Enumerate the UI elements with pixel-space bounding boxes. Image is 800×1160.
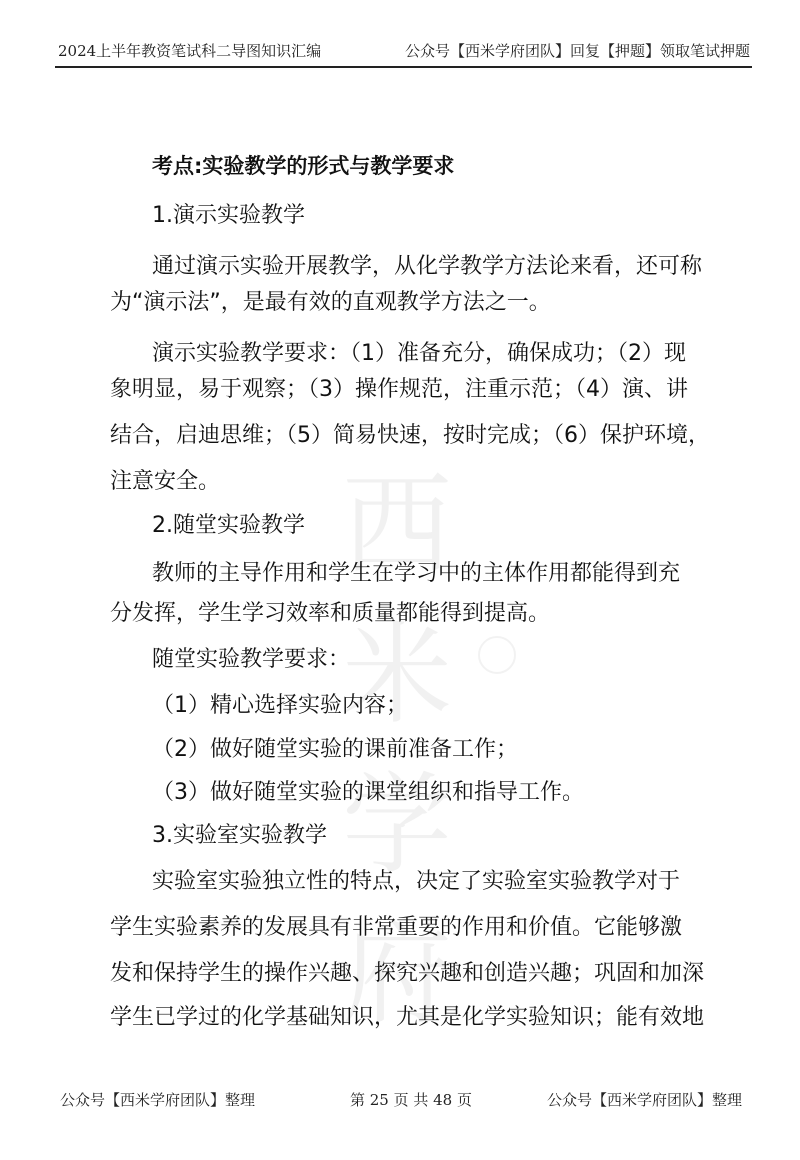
watermark-line-2: 学府 bbox=[342, 761, 458, 1039]
header-left-text: 2024上半年教资笔试科二导图知识汇编 bbox=[58, 42, 322, 60]
paragraph-line: 随堂实验教学要求： bbox=[152, 647, 351, 672]
list-item: （2）做好随堂实验的课前准备工作； bbox=[152, 737, 518, 762]
header-rule bbox=[55, 66, 752, 68]
header-right-text: 公众号【西米学府团队】回复【押题】领取笔试押题 bbox=[404, 42, 750, 60]
paragraph-line: 通过演示实验开展教学，从化学教学方法论来看，还可称 bbox=[152, 254, 703, 279]
paragraph-line: 注意安全。 bbox=[110, 469, 221, 494]
page-number: 第 25 页 共 48 页 bbox=[349, 1091, 472, 1109]
paragraph-line: 学生已学过的化学基础知识，尤其是化学实验知识；能有效地 bbox=[110, 1005, 705, 1030]
paragraph-line: 为“演示法”，是最有效的直观教学方法之一。 bbox=[110, 290, 551, 315]
watermark-line-1: 西米 bbox=[342, 461, 458, 739]
section-heading: 3.实验室实验教学 bbox=[152, 823, 327, 848]
page-title: 考点:实验教学的形式与教学要求 bbox=[152, 154, 455, 178]
paragraph-line: 结合，启迪思维；（5）简易快速，按时完成；（6）保护环境， bbox=[110, 423, 710, 448]
paragraph-line: 象明显，易于观察；（3）操作规范，注重示范；（4）演、讲 bbox=[110, 377, 688, 402]
footer-right-text: 公众号【西米学府团队】整理 bbox=[546, 1091, 742, 1109]
list-item: （1）精心选择实验内容； bbox=[152, 693, 408, 718]
watermark-seal-icon bbox=[478, 636, 516, 674]
footer-left-text: 公众号【西米学府团队】整理 bbox=[60, 1091, 256, 1109]
section-heading: 1.演示实验教学 bbox=[152, 203, 305, 228]
paragraph-line: 演示实验教学要求：（1）准备充分，确保成功；（2）现 bbox=[152, 341, 686, 366]
page-footer bbox=[60, 1089, 742, 1110]
paragraph-line: 实验室实验独立性的特点，决定了实验室实验教学对于 bbox=[152, 869, 681, 894]
paragraph-line: 学生实验素养的发展具有非常重要的作用和价值。它能够激 bbox=[110, 915, 683, 940]
paragraph-line: 发和保持学生的操作兴趣、探究兴趣和创造兴趣；巩固和加深 bbox=[110, 961, 705, 986]
list-item: （3）做好随堂实验的课堂组织和指导工作。 bbox=[152, 780, 584, 805]
section-heading: 2.随堂实验教学 bbox=[152, 513, 305, 538]
page-header bbox=[58, 40, 750, 61]
paragraph-line: 分发挥，学生学习效率和质量都能得到提高。 bbox=[110, 601, 551, 626]
paragraph-line: 教师的主导作用和学生在学习中的主体作用都能得到充 bbox=[152, 561, 681, 586]
